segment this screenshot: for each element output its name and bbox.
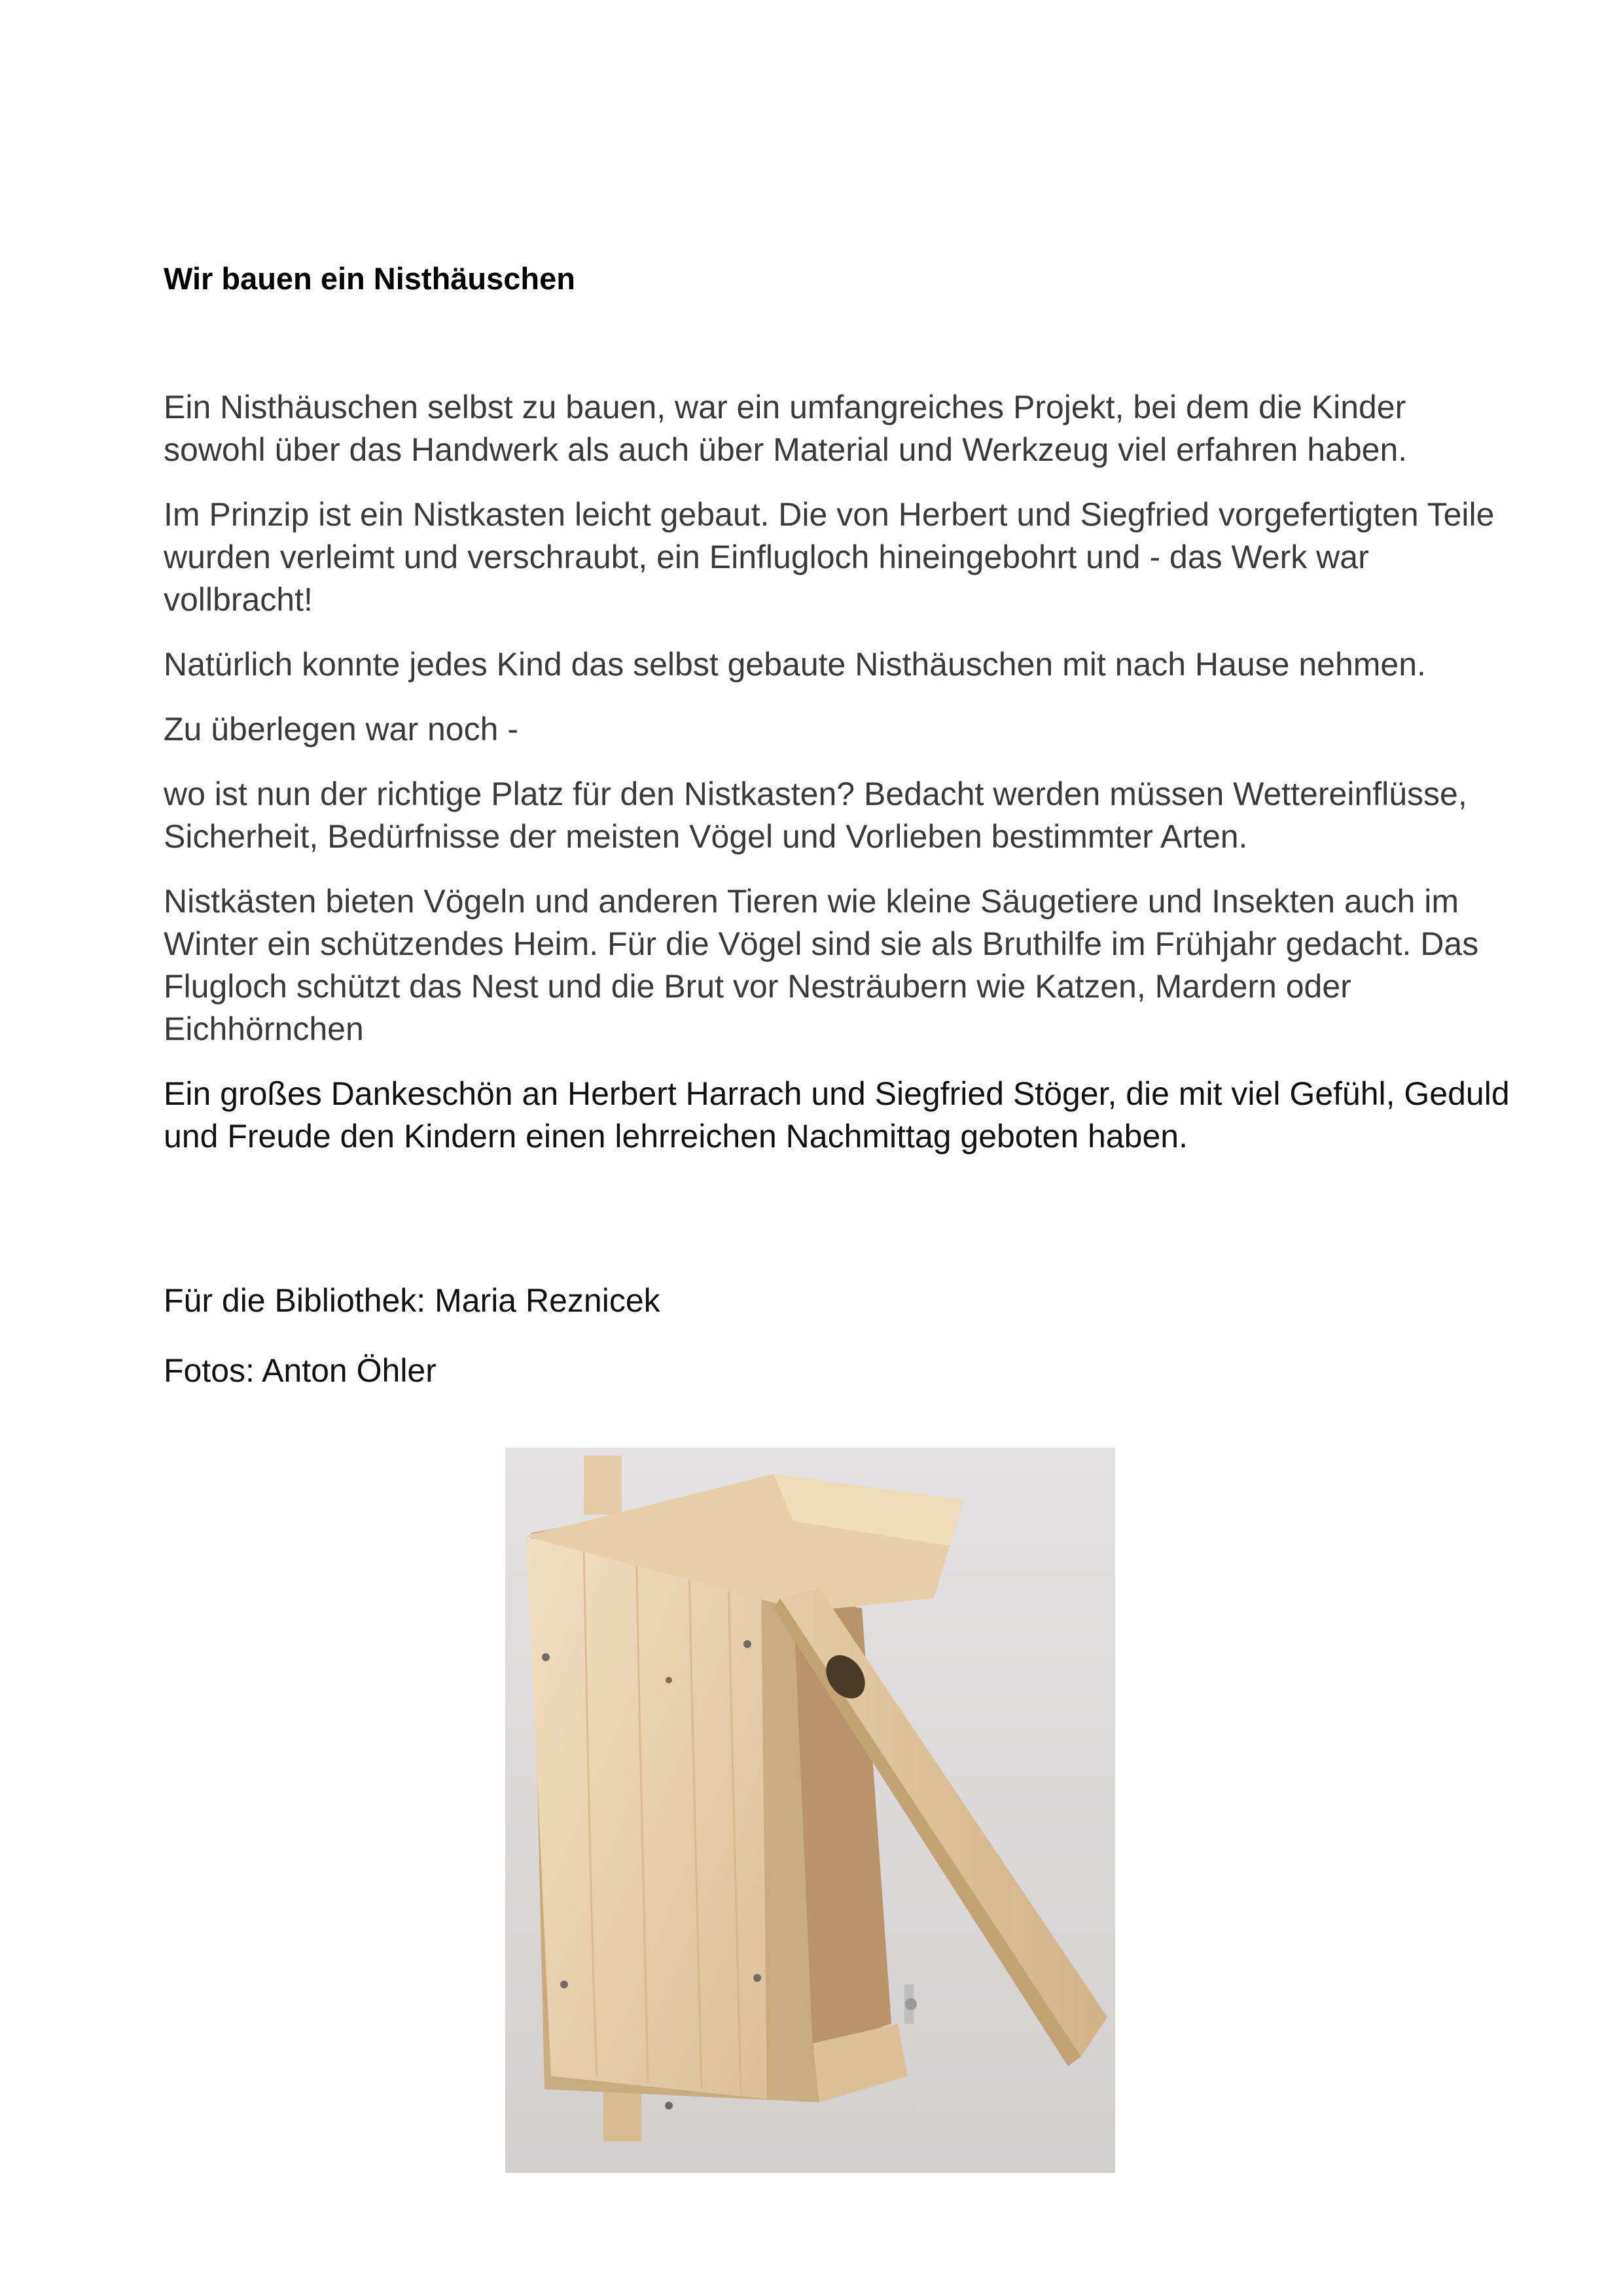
birdhouse-photo [505, 1448, 1115, 2173]
paragraph-take-home: Natürlich konnte jedes Kind das selbst gebaute Nisthäuschen mit nach Hause nehmen. [164, 646, 1426, 683]
wood-knot [666, 1677, 672, 1683]
document-title: Wir bauen ein Nisthäuschen [164, 261, 575, 296]
birdhouse-illustration [505, 1448, 1115, 2173]
photo-credit: Fotos: Anton Öhler [164, 1352, 437, 1389]
library-credit: Für die Bibliothek: Maria Reznicek [164, 1282, 660, 1319]
paragraph-intro: Ein Nisthäuschen selbst zu bauen, war ein umfangreiches Projekt, bei dem die Kinder sowohl über das Handwerk als auch über Material und Werkzeug viel erfahren haben. [164, 389, 1408, 468]
paragraph-placement: wo ist nun der richtige Platz für den Nistkasten? Bedacht werden müssen Wettereinflüsse, Sicherheit, Bedürfnisse der meisten Vögel und Vorlieben bestimmter Arten. [164, 776, 1467, 855]
paragraph-consider: Zu überlegen war noch - [164, 711, 518, 747]
paragraph-shelter: Nistkästen bieten Vögeln und anderen Tieren wie kleine Säugetiere und Insekten auch im Winter ein schützendes Heim. Für die Vögel sind sie als Bruthilfe im Frühjahr gedacht. Das Flugloch schützt das Nest und die Brut vor Nesträubern wie Katzen, Mardern oder Eichhörnchen [164, 883, 1479, 1047]
paragraph-thanks: Ein großes Dankeschön an Herbert Harrach und Siegfried Stöger, die mit viel Gefühl, Geduld und Freude den Kindern einen lehrreichen Nachmittag geboten haben. [164, 1075, 1510, 1155]
document-body [164, 386, 1512, 1180]
paragraph-construction: Im Prinzip ist ein Nistkasten leicht gebaut. Die von Herbert und Siegfried vorgefertigten Teile wurden verleimt und verschraubt, ein Einflugloch hineingebohrt und - das Werk war vollbracht! [164, 496, 1495, 618]
